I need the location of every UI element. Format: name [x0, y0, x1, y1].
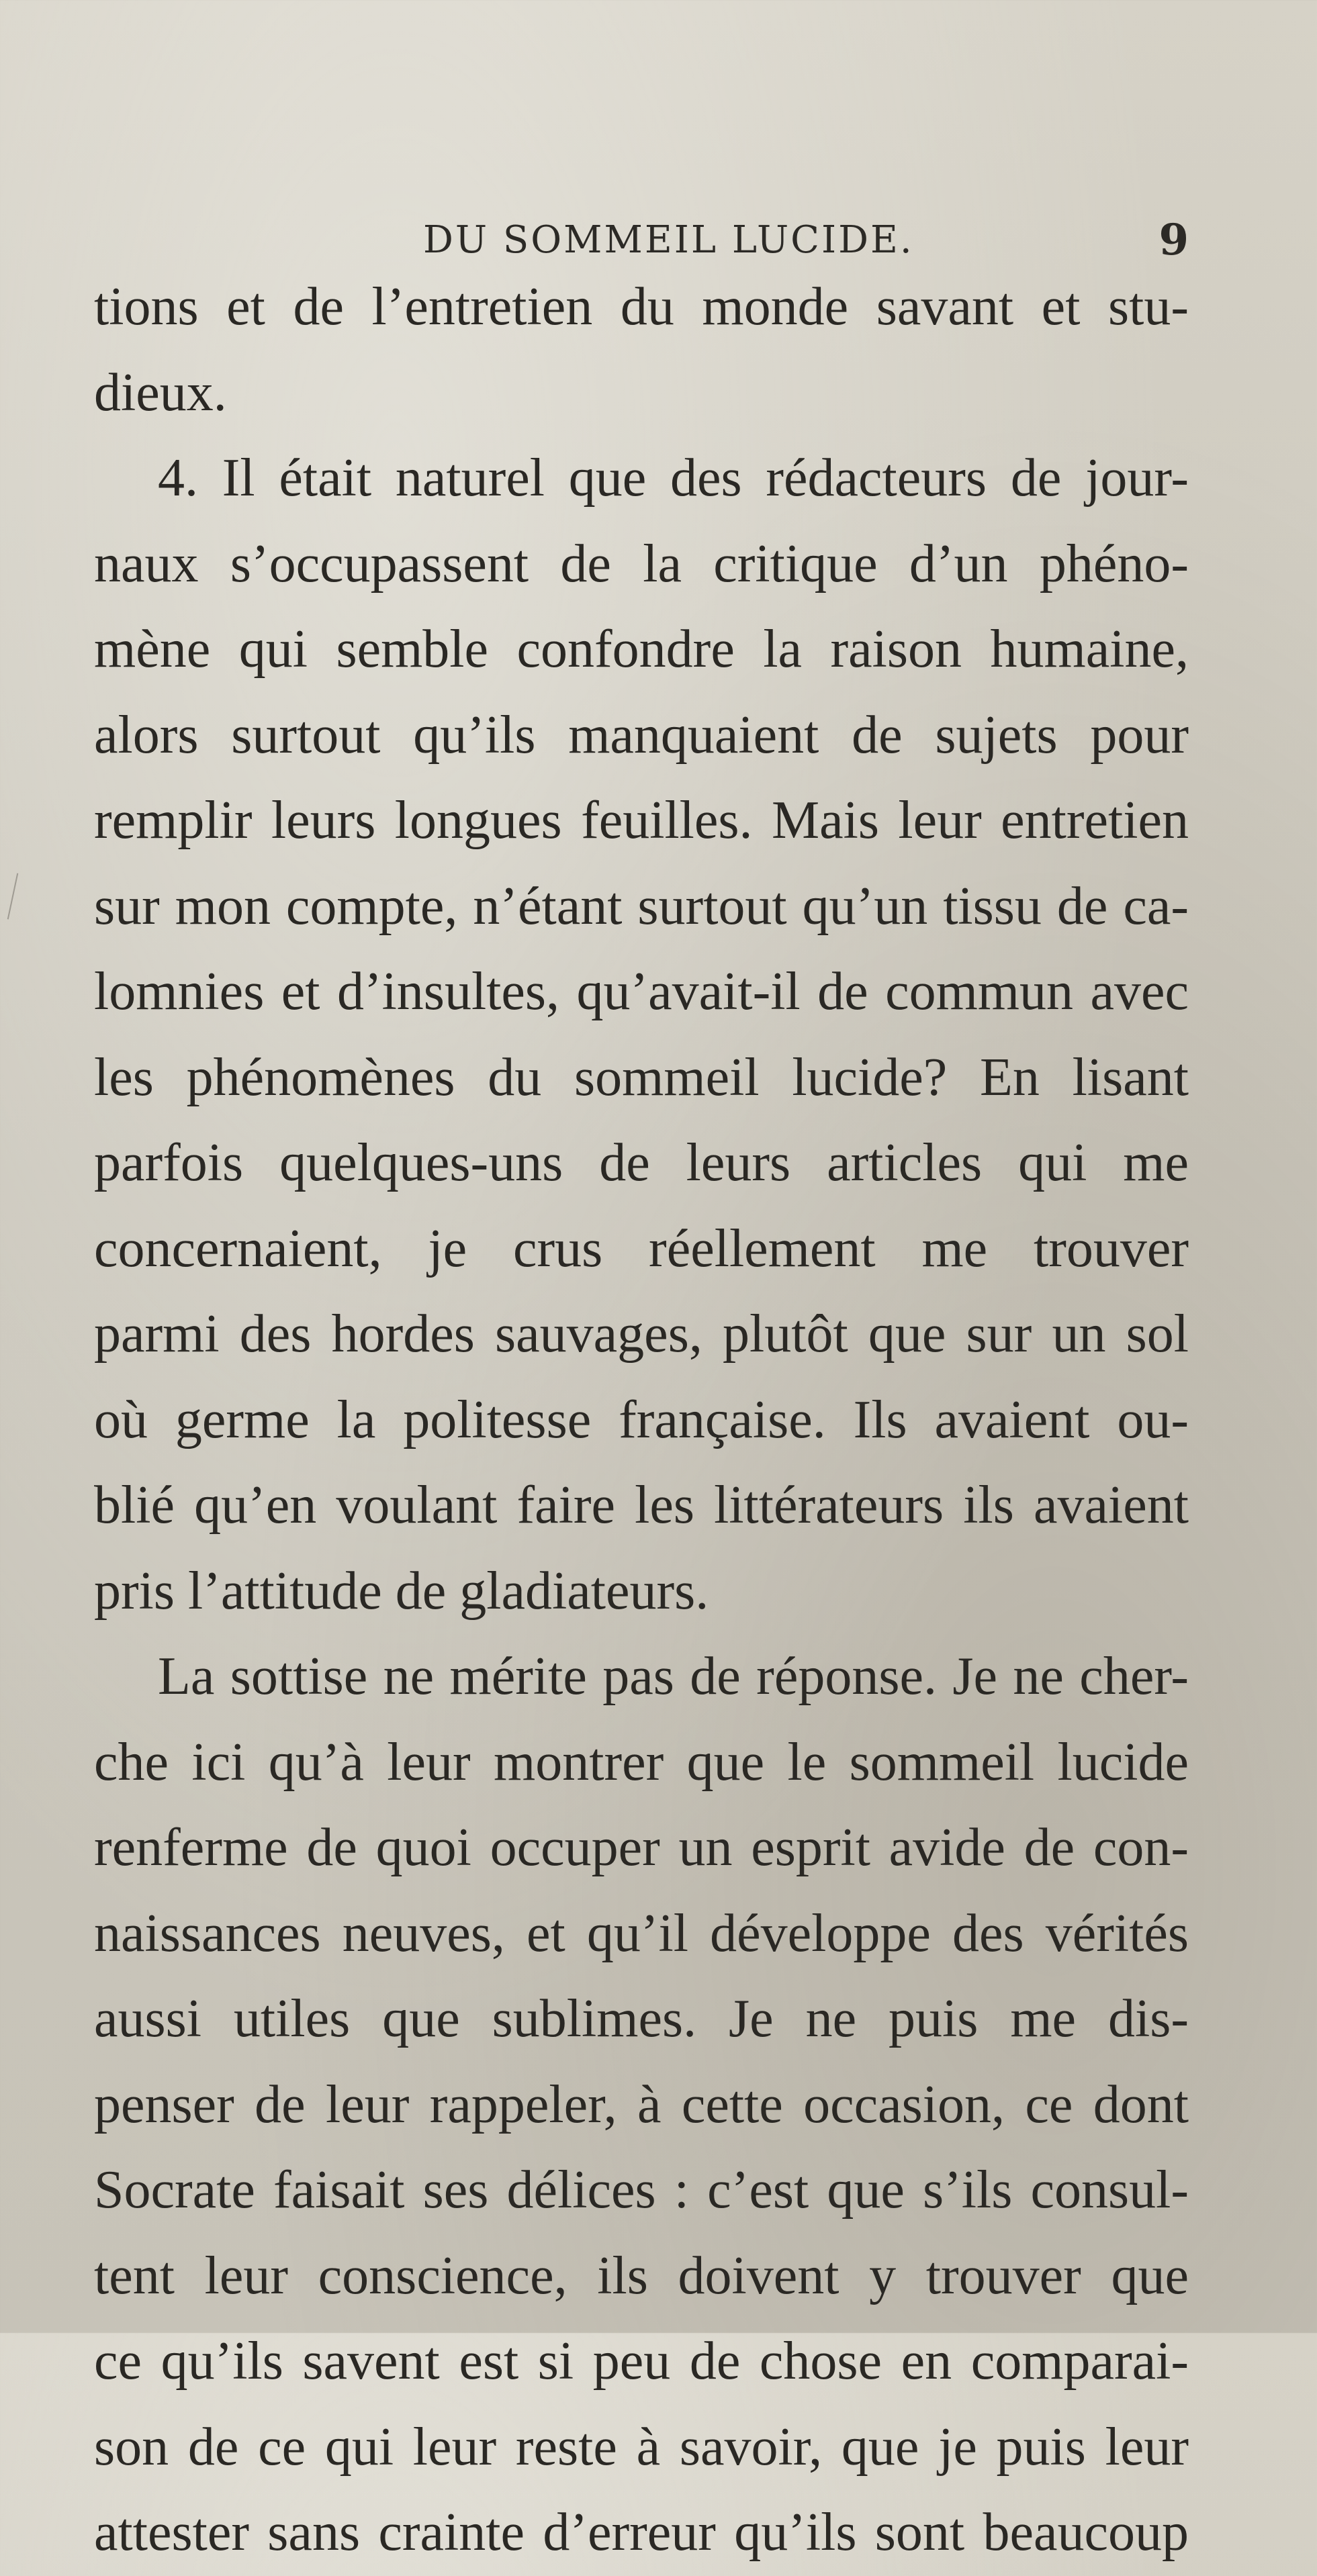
paragraph-start-line: La sottise ne mérite pas de réponse. Je ne cher- — [158, 1647, 1189, 1706]
page-number: 9 — [1159, 215, 1189, 265]
paragraph-start-line: 4. Il était naturel que des rédacteurs de jour- — [158, 448, 1189, 508]
text-line: alors surtout qu’ils manquaient de sujets pour — [94, 705, 1189, 765]
text-line: naissances neuves, et qu’il développe des vérités — [94, 1903, 1189, 1963]
margin-mark — [7, 873, 19, 920]
text-line: tent leur conscience, ils doivent y trouver que — [94, 2246, 1189, 2305]
running-title: DU SOMMEIL LUCIDE. — [423, 218, 914, 262]
text-line: son de ce qui leur reste à savoir, que je puis leur — [94, 2417, 1189, 2477]
text-line: ce qu’ils savent est si peu de chose en comparai- — [94, 2332, 1189, 2391]
text-line: sur mon compte, n’étant surtout qu’un tissu de ca- — [94, 876, 1189, 936]
text-line: che ici qu’à leur montrer que le sommeil lucide — [94, 1732, 1189, 1792]
text-line: où germe la politesse française. Ils avaient ou- — [94, 1390, 1189, 1449]
text-line: naux s’occupassent de la critique d’un phéno- — [94, 534, 1189, 593]
text-line: tions et de l’entretien du monde savant et stu- — [94, 277, 1189, 336]
text-line: Socrate faisait ses délices : c’est que s’ils consul- — [94, 2160, 1189, 2220]
text-line: renferme de quoi occuper un esprit avide de con- — [94, 1818, 1189, 1877]
text-line: penser de leur rappeler, à cette occasion, ce dont — [94, 2074, 1189, 2134]
text-line: parmi des hordes sauvages, plutôt que sur un sol — [94, 1304, 1189, 1364]
body-text — [94, 265, 1189, 2576]
text-line: attester sans crainte d’erreur qu’ils sont beaucoup — [94, 2503, 1189, 2562]
text-line: les phénomènes du sommeil lucide? En lisant — [94, 1047, 1189, 1107]
page-header — [94, 213, 1189, 267]
text-line: mène qui semble confondre la raison humaine, — [94, 620, 1189, 679]
text-line: concernaient, je crus réellement me trouver — [94, 1219, 1189, 1278]
text-line: lomnies et d’insultes, qu’avait-il de commun avec — [94, 962, 1189, 1021]
text-line: blié qu’en voulant faire les littérateurs ils avaient — [94, 1476, 1189, 1535]
text-line: remplir leurs longues feuilles. Mais leur entretien — [94, 791, 1189, 850]
text-line: pris l’attitude de gladiateurs. — [94, 1561, 709, 1621]
text-line: parfois quelques-uns de leurs articles qui me — [94, 1133, 1189, 1192]
text-line: aussi utiles que sublimes. Je ne puis me dis- — [94, 1989, 1189, 2048]
text-line: dieux. — [94, 363, 227, 422]
